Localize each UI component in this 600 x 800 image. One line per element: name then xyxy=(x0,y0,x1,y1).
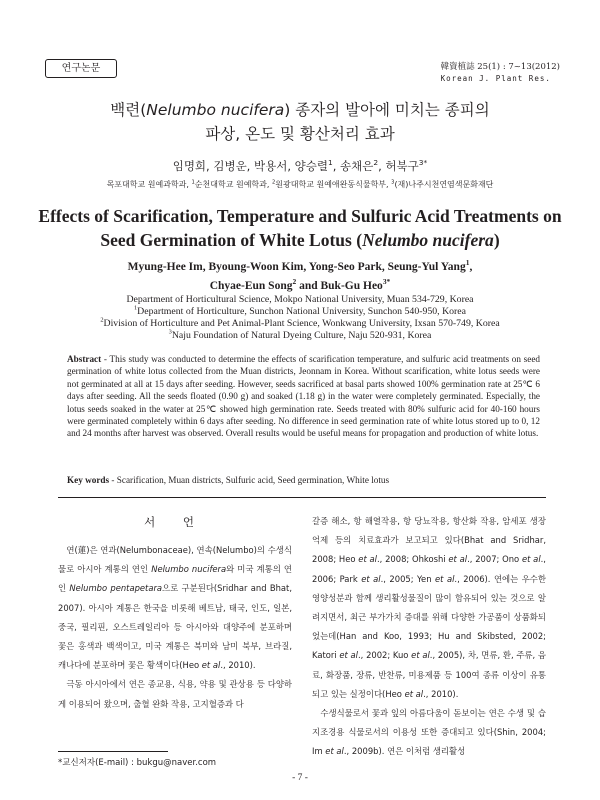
body-right-column xyxy=(312,512,546,762)
citation-etal: et al xyxy=(448,554,468,565)
author-names: Chyae-Eun Song xyxy=(209,280,293,292)
korean-title-text: 백련( xyxy=(110,101,147,119)
affiliation: 원광대학교 원예애완동식물학부, xyxy=(275,180,392,189)
abstract-text: - This study was conducted to determine the effects of scarification temperature, and sulfuric acid treatments on seed germination of white lotus collected from the Muan districts, Jeonnam in Korea. Without scarification, white lotus seeds were not germinated at all at 15 days after seeding. However, seeds sacrificed at basal parts showed 100% germination rate at 25℃ 6 days after seeding. All the seeds floated (0.90 g) and soaked (1.18 g) in the water were completely germinated. Especially, the lotus seeds soaked in the water at 25℃ showed high germination rate. Seeds treated with 80% sulfuric acid for 40-160 hours were germinated completely within 6 days after seeding. No difference in seed germination rate of white lotus stored up to 0, 12 and 24 months after harvest was observed. Overall results would be useful means for propagation and production of white lotus. xyxy=(67,354,540,439)
species-name: Nelumbo nucifera xyxy=(151,564,227,575)
text: ., 2009b). 연은 이처럼 생리활성 xyxy=(343,746,466,757)
korean-title-line1 xyxy=(0,98,600,122)
citation-etal: et al xyxy=(325,746,344,757)
abstract-label: Abstract xyxy=(67,354,102,364)
text: 연(蓮)은 연과(Nelumbonaceae), 연속(Nelumbo)의 수생식물로 아시아 계통의 연인 xyxy=(58,545,292,575)
citation-etal: et al xyxy=(435,573,455,584)
citation-etal: et al xyxy=(361,573,381,584)
affil-marker: 2 xyxy=(271,179,276,186)
affiliation: Department of Horticulture, Sunchon National University, Sunchon 540-950, Korea xyxy=(137,306,467,317)
affil-marker: 3 xyxy=(391,179,395,186)
korean-title-species: Nelumbo nucifera xyxy=(146,101,285,119)
korean-title-line2: 파상, 온도 및 황산처리 효과 xyxy=(205,125,395,143)
abstract xyxy=(67,353,540,440)
affiliation-line xyxy=(0,318,600,330)
affil-marker: 1 xyxy=(191,179,195,186)
divider xyxy=(58,497,546,498)
affiliation: 목포대학교 원예과학과, xyxy=(106,180,192,189)
affil-marker: 3 xyxy=(168,328,172,336)
affiliation: 순천대학교 원예학과, xyxy=(194,180,272,189)
citation-etal: et al xyxy=(358,554,377,565)
english-title-text: ) xyxy=(493,230,500,250)
affil-marker: 3* xyxy=(418,158,428,168)
text: ., 2007; Ono xyxy=(467,554,522,565)
affiliation-line xyxy=(0,306,600,318)
citation-etal: et al xyxy=(404,688,424,699)
corresponding-author-footnote: *교신저자(E-mail) : bukgu@naver.com xyxy=(58,758,217,768)
text: 으로 구분된다(Sridhar and Bhat, 2007). 아시아 계통은 한국을 비롯해 베트남, 태국, 인도, 일본, 중국, 필리핀, 오스트레일리아 등 아시아와 대양주에 분포하며 꽃은 홍색과 백색이고, 미국 계통은 북미와 남미 북부, 브라질, 캐나다에 분포하며 꽃은 황색이다(Heo xyxy=(58,583,292,671)
citation-etal: et al xyxy=(201,660,221,671)
english-title xyxy=(0,204,600,252)
affil-marker: 1 xyxy=(327,158,333,168)
keywords-text: - Scarification, Muan districts, Sulfuric acid, Seed germination, White lotus xyxy=(109,475,390,485)
affiliation-line: Department of Horticultural Science, Mokpo National University, Muan 534-729, Korea xyxy=(126,294,474,305)
english-title-line2 xyxy=(0,228,600,252)
text: 와 미국 계통의 연인 xyxy=(58,564,292,594)
english-affiliations xyxy=(0,294,600,342)
page-number: - 7 - xyxy=(292,773,308,783)
paragraph xyxy=(312,512,546,704)
korean-title xyxy=(0,98,600,146)
body-left-column xyxy=(58,541,292,714)
text: ., 2006; Park xyxy=(312,554,546,584)
affiliation: Naju Foundation of Natural Dyeing Culture, Naju 520-931, Korea xyxy=(171,330,432,341)
text: ., 2006). 연에는 우수한 영양성분과 함께 생리활성물질이 많이 함유되어 있는 것으로 알려지면서, 최근 부가가치 증대를 위해 다양한 가공품이 상품화되었는데(Han and Koo, 1993; Hu and Skibsted, 2002; Katori xyxy=(312,573,546,661)
paragraph xyxy=(58,541,292,675)
english-title-line1: Effects of Scarification, Temperature and Sulfuric Acid Treatments on xyxy=(38,206,562,226)
author-names: , 송채은 xyxy=(332,159,374,173)
english-title-species: Nelumbo nucifera xyxy=(362,230,494,250)
author-names: , 허북구 xyxy=(378,159,419,173)
text: ., 2005; Yen xyxy=(380,573,436,584)
article-type-badge: 연구논문 xyxy=(45,59,117,78)
text: ., 2010). xyxy=(423,688,459,699)
citation-etal: et al xyxy=(339,650,359,661)
english-authors xyxy=(0,258,600,296)
author-names: Myung-Hee Im, Byoung-Woon Kim, Yong-Seo Park, Seung-Yul Yang xyxy=(127,261,466,273)
affil-marker: 3* xyxy=(382,277,391,287)
author-names: 임명희, 김병운, 박용서, 양승렬 xyxy=(172,159,328,173)
text: 수생식물로서 꽃과 잎의 아름다움이 돋보이는 연은 수생 및 습지조경용 식물로서의 이용성 또한 증대되고 있다(Shin, 2004; Im xyxy=(312,708,546,757)
paragraph xyxy=(312,704,546,762)
affiliation: (재)나주시천연염색문화재단 xyxy=(394,180,494,189)
text: ., 2010). xyxy=(220,660,256,671)
keywords xyxy=(67,475,540,485)
text: ., 2005), 차, 면류, 환, 주류, 음료, 화장품, 장류, 반찬류, 미용제품 등 100여 종류 이상이 유통되고 있는 실정이다(Heo xyxy=(312,650,547,699)
journal-citation: 韓資植誌 25(1) : 7~13(2012) xyxy=(440,62,560,72)
korean-affiliations xyxy=(0,179,600,190)
keywords-label: Key words xyxy=(67,475,110,485)
journal-info xyxy=(441,61,560,85)
affil-marker: 1 xyxy=(465,258,470,268)
english-title-text: Seed Germination of White Lotus ( xyxy=(100,230,363,250)
affil-marker: 2 xyxy=(292,277,297,287)
affil-marker: 2 xyxy=(373,158,379,168)
footnote-divider xyxy=(58,751,168,752)
affil-marker: 1 xyxy=(133,304,138,312)
text: ., 2008; Ohkoshi xyxy=(376,554,449,565)
korean-authors xyxy=(0,158,600,174)
affiliation: Division of Horticulture and Pet Animal-Plant Science, Wonkwang University, Ixsan 570-749, Korea xyxy=(103,318,500,329)
citation-etal: et al xyxy=(521,554,541,565)
affiliation-line xyxy=(0,330,600,342)
text: ., 2002; Kuo xyxy=(358,650,412,661)
affil-marker: 2 xyxy=(100,316,104,324)
text: 갈증 해소, 항 해열작용, 항 당뇨작용, 항산화 작용, 암세포 생장억제 등의 치료효과가 보고되고 있다(Bhat and Sridhar, 2008; Heo xyxy=(312,516,546,565)
korean-title-text-cont: ) 종자의 발아에 미치는 종피의 xyxy=(284,101,490,119)
paragraph: 극동 아시아에서 연은 종교용, 식용, 약용 및 관상용 등 다양하게 이용되어 왔으며, 출혈 완화 작용, 고지혈증과 다 xyxy=(58,679,292,709)
author-names: and Buk-Gu Heo xyxy=(296,280,383,292)
section-heading-introduction: 서 언 xyxy=(144,515,206,529)
journal-name: Korean J. Plant Res. xyxy=(440,74,551,83)
english-authors-line1: Myung-Hee Im, Byoung-Woon Kim, Yong-Seo Park, Seung-Yul Yang$^1$, xyxy=(127,258,473,273)
species-name: Nelumbo pentapetara xyxy=(69,583,163,594)
citation-etal: et al xyxy=(411,650,430,661)
